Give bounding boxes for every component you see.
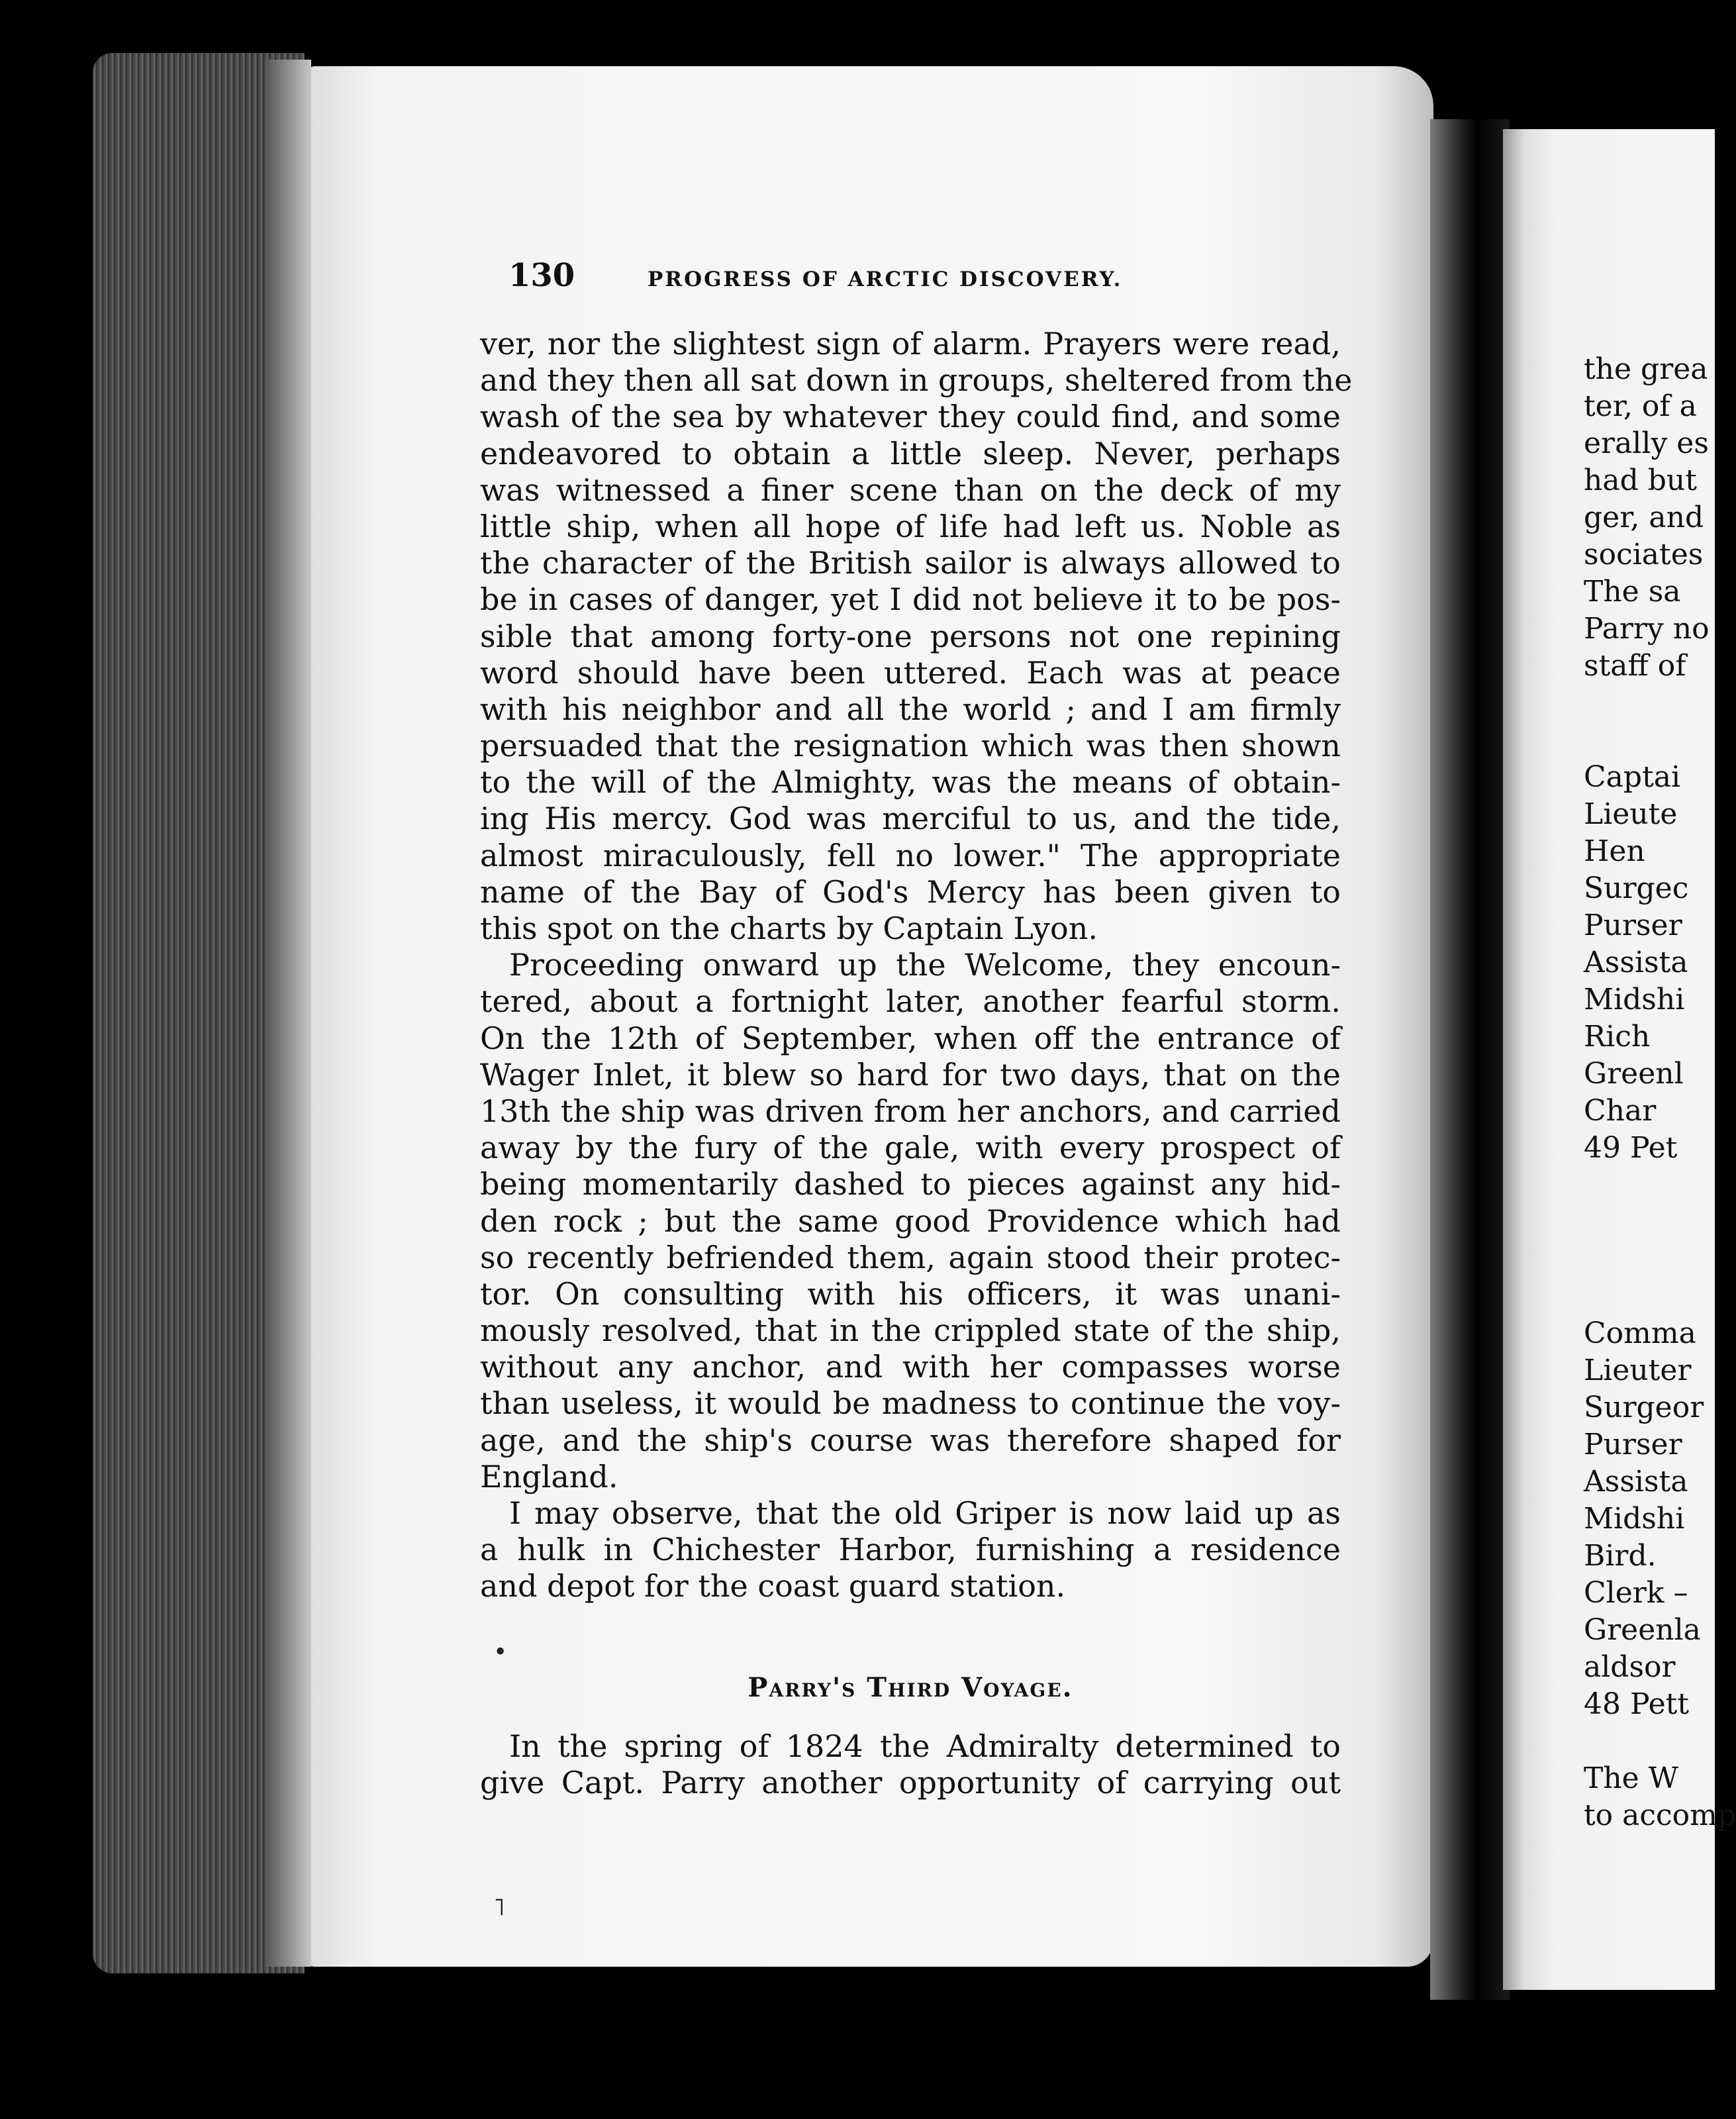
- facing-page-line: [1584, 722, 1716, 759]
- text-line: little ship, when all hope of life had left us. Noble as: [480, 508, 1341, 544]
- facing-page-line: [1584, 1167, 1716, 1204]
- facing-page-line: ger, and: [1584, 501, 1704, 534]
- facing-page-line: Char: [1584, 1094, 1657, 1128]
- facing-page-line: 48 Pett: [1584, 1687, 1690, 1721]
- facing-page-line: Bird.: [1584, 1539, 1657, 1573]
- facing-page-line: Greenl: [1584, 1057, 1684, 1091]
- text-line: sible that among forty-one persons not one repining: [480, 618, 1341, 654]
- facing-page-text: [1584, 351, 1736, 1834]
- text-line: In the spring of 1824 the Admiralty determined to: [509, 1728, 1341, 1764]
- text-line: mously resolved, that in the crippled state of the ship,: [480, 1312, 1341, 1349]
- facing-page-line: aldsor: [1584, 1650, 1676, 1684]
- text-line: 13th the ship was driven from her anchors, and carried: [480, 1093, 1341, 1129]
- running-head: [508, 257, 1171, 297]
- facing-page-line: Lieute: [1584, 797, 1678, 831]
- text-line: tor. On consulting with his officers, it was unani-: [480, 1275, 1341, 1312]
- text-line: Proceeding onward up the Welcome, they encoun-: [509, 947, 1341, 983]
- facing-page-line: [1584, 1241, 1716, 1278]
- facing-page-line: Purser: [1584, 909, 1682, 942]
- stray-mark: ˥: [493, 1894, 505, 1921]
- facing-page-line: Rich: [1584, 1020, 1651, 1054]
- facing-page-line: Assista: [1584, 1465, 1688, 1499]
- text-line: almost miraculously, fell no lower." The appropriate: [480, 837, 1341, 873]
- stray-mark: •: [493, 1639, 508, 1666]
- facing-page-line: Midshi: [1584, 983, 1685, 1016]
- text-line: and depot for the coast guard station.: [480, 1568, 1066, 1604]
- text-line: wash of the sea by whatever they could find, and some: [480, 399, 1341, 435]
- facing-page-line: 49 Pet: [1584, 1131, 1678, 1165]
- facing-page-line: The W: [1584, 1761, 1678, 1795]
- facing-page-line: Lieuter: [1584, 1354, 1692, 1387]
- book-gutter: [1430, 119, 1510, 2000]
- text-line: ing His mercy. God was merciful to us, and the tide,: [480, 801, 1341, 837]
- text-line: England.: [480, 1458, 618, 1495]
- text-line: persuaded that the resignation which was then shown: [480, 728, 1341, 764]
- text-line: to the will of the Almighty, was the means of obtain-: [480, 764, 1341, 801]
- text-line: endeavored to obtain a little sleep. Never, perhaps: [480, 435, 1341, 471]
- section-heading: Parry's Third Voyage.: [747, 1672, 1073, 1703]
- facing-page-line: to accomp: [1584, 1799, 1736, 1832]
- text-line: ver, nor the slightest sign of alarm. Prayers were read,: [480, 326, 1341, 362]
- text-line: be in cases of danger, yet I did not believe it to be pos-: [480, 581, 1341, 618]
- facing-page-line: Comma: [1584, 1316, 1696, 1350]
- text-line: so recently befriended them, again stood their protec-: [480, 1239, 1341, 1275]
- text-line: the character of the British sailor is always allowed to: [480, 545, 1341, 581]
- text-line: with his neighbor and all the world ; and I am firmly: [480, 691, 1341, 727]
- closing-paragraph: [480, 1728, 1341, 1801]
- facing-page-line: [1584, 685, 1716, 722]
- facing-page-line: staff of: [1584, 649, 1686, 683]
- text-line: a hulk in Chichester Harbor, furnishing a residence: [480, 1532, 1341, 1568]
- text-line: age, and the ship's course was therefore shaped for: [480, 1422, 1341, 1458]
- facing-page-line: [1584, 1723, 1716, 1760]
- facing-page-line: the grea: [1584, 352, 1708, 386]
- text-line: and they then all sat down in groups, sheltered from the: [480, 362, 1353, 399]
- text-line: give Capt. Parry another opportunity of carrying out: [480, 1765, 1341, 1800]
- facing-page-line: sociates: [1584, 538, 1704, 571]
- facing-page-line: Assista: [1584, 946, 1688, 979]
- text-line: was witnessed a finer scene than on the deck of my: [480, 471, 1341, 508]
- facing-page-line: Clerk –: [1584, 1576, 1688, 1610]
- facing-page-line: had but: [1584, 464, 1697, 497]
- page-number: 130: [508, 257, 575, 294]
- text-line: I may observe, that the old Griper is now laid up as: [509, 1495, 1341, 1531]
- text-line: than useless, it would be madness to continue the voy-: [480, 1385, 1341, 1422]
- text-line: Wager Inlet, it blew so hard for two days, that on the: [480, 1056, 1341, 1093]
- facing-page-line: ter, of a: [1584, 389, 1697, 423]
- facing-page-line: Surgec: [1584, 871, 1689, 905]
- facing-page-line: Midshi: [1584, 1502, 1685, 1536]
- facing-page-line: The sa: [1584, 575, 1681, 609]
- text-line: without any anchor, and with her compasses worse: [480, 1349, 1341, 1385]
- facing-page-line: Surgeor: [1584, 1391, 1704, 1424]
- text-line: word should have been uttered. Each was at peace: [480, 654, 1341, 691]
- page-edge-shadow: [265, 60, 311, 1967]
- facing-page-line: Captai: [1584, 760, 1681, 794]
- text-line: away by the fury of the gale, with every prospect of: [480, 1130, 1341, 1166]
- text-line: den rock ; but the same good Providence which had: [480, 1203, 1341, 1239]
- text-line: this spot on the charts by Captain Lyon.: [480, 911, 1098, 946]
- facing-page-line: Hen: [1584, 834, 1645, 868]
- facing-page-line: Parry no: [1584, 612, 1710, 646]
- facing-page-line: Purser: [1584, 1428, 1682, 1461]
- facing-page-line: [1584, 1204, 1716, 1241]
- running-title: PROGRESS OF ARCTIC DISCOVERY.: [648, 268, 1123, 291]
- text-line: name of the Bay of God's Mercy has been given to: [480, 873, 1341, 910]
- text-line: On the 12th of September, when off the entrance of: [480, 1020, 1341, 1056]
- facing-page-line: [1584, 1278, 1716, 1315]
- body-text: [480, 326, 1353, 1605]
- text-line: tered, about a fortnight later, another fearful storm.: [480, 983, 1341, 1020]
- facing-page-line: erally es: [1584, 426, 1709, 460]
- text-line: being momentarily dashed to pieces against any hid-: [480, 1166, 1341, 1203]
- facing-page-line: Greenla: [1584, 1613, 1701, 1647]
